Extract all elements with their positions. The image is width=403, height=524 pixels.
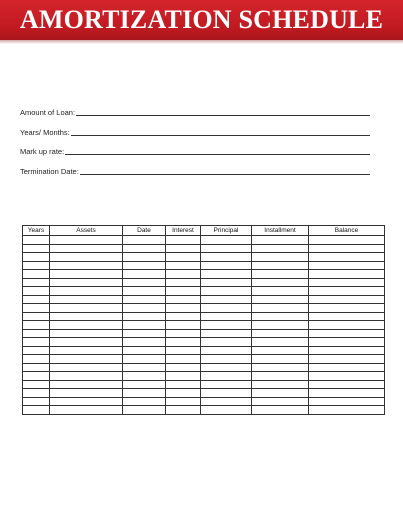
table-cell-interest[interactable]: [166, 372, 201, 381]
table-cell-assets[interactable]: [50, 261, 123, 270]
table-cell-years[interactable]: [23, 397, 50, 406]
table-cell-date[interactable]: [123, 295, 166, 304]
table-cell-years[interactable]: [23, 329, 50, 338]
table-cell-interest[interactable]: [166, 236, 201, 245]
table-row: [23, 372, 385, 381]
termination-date-label: Termination Date:: [20, 166, 79, 176]
table-cell-assets[interactable]: [50, 270, 123, 279]
column-header-interest: Interest: [166, 226, 201, 236]
table-cell-interest[interactable]: [166, 295, 201, 304]
table-cell-assets[interactable]: [50, 287, 123, 296]
table-cell-date[interactable]: [123, 278, 166, 287]
table-cell-installment[interactable]: [252, 244, 309, 253]
table-cell-installment[interactable]: [252, 270, 309, 279]
table-cell-assets[interactable]: [50, 363, 123, 372]
table-cell-date[interactable]: [123, 338, 166, 347]
loan-amount-field[interactable]: [20, 105, 370, 117]
table-cell-years[interactable]: [23, 321, 50, 330]
table-cell-installment[interactable]: [252, 397, 309, 406]
table-cell-interest[interactable]: [166, 244, 201, 253]
table-cell-principal[interactable]: [201, 312, 252, 321]
table-row: [23, 236, 385, 245]
table-cell-interest[interactable]: [166, 312, 201, 321]
table-cell-principal[interactable]: [201, 304, 252, 313]
table-cell-principal[interactable]: [201, 278, 252, 287]
table-cell-date[interactable]: [123, 397, 166, 406]
table-cell-interest[interactable]: [166, 355, 201, 364]
years-months-label: Years/ Months:: [20, 127, 70, 137]
table-cell-date[interactable]: [123, 329, 166, 338]
table-cell-principal[interactable]: [201, 406, 252, 415]
table-cell-balance[interactable]: [309, 329, 385, 338]
table-cell-balance[interactable]: [309, 287, 385, 296]
table-row: [23, 295, 385, 304]
table-cell-balance[interactable]: [309, 253, 385, 262]
markup-rate-blank-line[interactable]: [65, 146, 370, 155]
table-row: [23, 397, 385, 406]
table-row: [23, 244, 385, 253]
table-cell-installment[interactable]: [252, 304, 309, 313]
table-cell-principal[interactable]: [201, 270, 252, 279]
table-cell-principal[interactable]: [201, 389, 252, 398]
table-body: [23, 236, 385, 415]
table-row: [23, 270, 385, 279]
table-cell-principal[interactable]: [201, 329, 252, 338]
table-cell-date[interactable]: [123, 372, 166, 381]
table-cell-balance[interactable]: [309, 397, 385, 406]
table-cell-date[interactable]: [123, 363, 166, 372]
table-cell-interest[interactable]: [166, 389, 201, 398]
table-cell-principal[interactable]: [201, 355, 252, 364]
table-row: [23, 329, 385, 338]
table-cell-years[interactable]: [23, 312, 50, 321]
loan-details-form: [20, 105, 370, 183]
table-cell-date[interactable]: [123, 312, 166, 321]
column-header-date: Date: [123, 226, 166, 236]
table-cell-principal[interactable]: [201, 244, 252, 253]
table-cell-principal[interactable]: [201, 380, 252, 389]
table-cell-interest[interactable]: [166, 363, 201, 372]
table-cell-installment[interactable]: [252, 406, 309, 415]
table-cell-balance[interactable]: [309, 261, 385, 270]
table-row: [23, 253, 385, 262]
table-cell-principal[interactable]: [201, 253, 252, 262]
table-cell-installment[interactable]: [252, 380, 309, 389]
table-cell-installment[interactable]: [252, 363, 309, 372]
table-cell-years[interactable]: [23, 236, 50, 245]
table-cell-interest[interactable]: [166, 278, 201, 287]
table-cell-years[interactable]: [23, 253, 50, 262]
table-cell-balance[interactable]: [309, 321, 385, 330]
table-cell-date[interactable]: [123, 261, 166, 270]
table-cell-interest[interactable]: [166, 380, 201, 389]
table-cell-date[interactable]: [123, 244, 166, 253]
table-cell-assets[interactable]: [50, 304, 123, 313]
table-row: [23, 389, 385, 398]
table-cell-years[interactable]: [23, 372, 50, 381]
table-cell-date[interactable]: [123, 389, 166, 398]
table-cell-assets[interactable]: [50, 355, 123, 364]
table-cell-years[interactable]: [23, 270, 50, 279]
table-cell-installment[interactable]: [252, 346, 309, 355]
table-cell-installment[interactable]: [252, 278, 309, 287]
table-cell-balance[interactable]: [309, 338, 385, 347]
table-cell-balance[interactable]: [309, 380, 385, 389]
column-header-assets: Assets: [50, 226, 123, 236]
table-cell-years[interactable]: [23, 278, 50, 287]
table-cell-interest[interactable]: [166, 338, 201, 347]
loan-amount-label: Amount of Loan:: [20, 108, 76, 117]
table-cell-assets[interactable]: [50, 278, 123, 287]
table-row: [23, 380, 385, 389]
markup-rate-label: Mark up rate:: [20, 147, 65, 156]
table-cell-date[interactable]: [123, 287, 166, 296]
table-cell-years[interactable]: [23, 363, 50, 372]
table-cell-interest[interactable]: [166, 304, 201, 313]
table-cell-assets[interactable]: [50, 372, 123, 381]
table-cell-installment[interactable]: [252, 338, 309, 347]
table-cell-assets[interactable]: [50, 406, 123, 415]
table-cell-balance[interactable]: [309, 312, 385, 321]
table-cell-interest[interactable]: [166, 253, 201, 262]
table-header-row: [23, 226, 385, 236]
table-cell-principal[interactable]: [201, 338, 252, 347]
table-cell-years[interactable]: [23, 406, 50, 415]
table-cell-installment[interactable]: [252, 321, 309, 330]
table-cell-years[interactable]: [23, 346, 50, 355]
loan-amount-blank-line[interactable]: [76, 107, 370, 116]
header-band: [0, 0, 403, 40]
table-cell-assets[interactable]: [50, 244, 123, 253]
table-cell-assets[interactable]: [50, 321, 123, 330]
table-cell-balance[interactable]: [309, 304, 385, 313]
table-cell-date[interactable]: [123, 355, 166, 364]
table-cell-installment[interactable]: [252, 355, 309, 364]
table-cell-assets[interactable]: [50, 312, 123, 321]
table-cell-interest[interactable]: [166, 346, 201, 355]
table-row: [23, 304, 385, 313]
table-cell-assets[interactable]: [50, 338, 123, 347]
table-cell-assets[interactable]: [50, 397, 123, 406]
table-cell-principal[interactable]: [201, 287, 252, 296]
table-cell-interest[interactable]: [166, 261, 201, 270]
table-cell-installment[interactable]: [252, 329, 309, 338]
table-cell-principal[interactable]: [201, 397, 252, 406]
table-row: [23, 355, 385, 364]
table-cell-balance[interactable]: [309, 278, 385, 287]
table-cell-years[interactable]: [23, 287, 50, 296]
table-cell-balance[interactable]: [309, 244, 385, 253]
table-cell-years[interactable]: [23, 244, 50, 253]
column-header-balance: Balance: [309, 226, 385, 236]
table-cell-assets[interactable]: [50, 329, 123, 338]
table-row: [23, 363, 385, 372]
table-cell-assets[interactable]: [50, 346, 123, 355]
table-row: [23, 321, 385, 330]
table-cell-date[interactable]: [123, 236, 166, 245]
column-header-years: Years: [23, 226, 50, 236]
table-row: [23, 278, 385, 287]
table-cell-date[interactable]: [123, 321, 166, 330]
table-cell-installment[interactable]: [252, 261, 309, 270]
termination-date-blank-line[interactable]: [80, 166, 370, 175]
table-cell-years[interactable]: [23, 295, 50, 304]
table-cell-interest[interactable]: [166, 321, 201, 330]
table-cell-installment[interactable]: [252, 253, 309, 262]
table-row: [23, 406, 385, 415]
table-cell-date[interactable]: [123, 270, 166, 279]
table-cell-balance[interactable]: [309, 389, 385, 398]
table-cell-date[interactable]: [123, 346, 166, 355]
table-cell-installment[interactable]: [252, 236, 309, 245]
table-cell-date[interactable]: [123, 304, 166, 313]
page-title: AMORTIZATION SCHEDULE: [19, 5, 384, 34]
table-cell-balance[interactable]: [309, 346, 385, 355]
table-cell-years[interactable]: [23, 261, 50, 270]
markup-rate-field[interactable]: [20, 144, 370, 156]
table-cell-assets[interactable]: [50, 389, 123, 398]
column-header-installment: Installment: [252, 226, 309, 236]
table-cell-years[interactable]: [23, 355, 50, 364]
table-row: [23, 338, 385, 347]
table-cell-installment[interactable]: [252, 389, 309, 398]
table-cell-balance[interactable]: [309, 355, 385, 364]
table-cell-interest[interactable]: [166, 406, 201, 415]
table-cell-installment[interactable]: [252, 312, 309, 321]
table-row: [23, 261, 385, 270]
table-cell-installment[interactable]: [252, 372, 309, 381]
table-cell-date[interactable]: [123, 406, 166, 415]
table-row: [23, 346, 385, 355]
table-cell-principal[interactable]: [201, 236, 252, 245]
table-cell-balance[interactable]: [309, 372, 385, 381]
table-cell-balance[interactable]: [309, 236, 385, 245]
table-cell-interest[interactable]: [166, 270, 201, 279]
table-row: [23, 312, 385, 321]
table-cell-balance[interactable]: [309, 406, 385, 415]
table-cell-assets[interactable]: [50, 295, 123, 304]
table-cell-principal[interactable]: [201, 295, 252, 304]
table-cell-principal[interactable]: [201, 372, 252, 381]
table-cell-principal[interactable]: [201, 363, 252, 372]
table-cell-interest[interactable]: [166, 397, 201, 406]
table-cell-balance[interactable]: [309, 295, 385, 304]
table-cell-principal[interactable]: [201, 321, 252, 330]
table-cell-installment[interactable]: [252, 295, 309, 304]
years-months-blank-line[interactable]: [71, 127, 370, 136]
table-cell-years[interactable]: [23, 389, 50, 398]
amortization-table: [22, 225, 385, 415]
table-cell-years[interactable]: [23, 338, 50, 347]
table-cell-years[interactable]: [23, 380, 50, 389]
table-cell-principal[interactable]: [201, 261, 252, 270]
table-cell-date[interactable]: [123, 253, 166, 262]
table-cell-principal[interactable]: [201, 346, 252, 355]
column-header-principal: Principal: [201, 226, 252, 236]
table-cell-assets[interactable]: [50, 380, 123, 389]
table-cell-date[interactable]: [123, 380, 166, 389]
table-cell-balance[interactable]: [309, 270, 385, 279]
table-cell-installment[interactable]: [252, 287, 309, 296]
table-cell-interest[interactable]: [166, 329, 201, 338]
table-cell-assets[interactable]: [50, 236, 123, 245]
table-cell-years[interactable]: [23, 304, 50, 313]
years-months-field[interactable]: [20, 125, 370, 137]
table-row: [23, 287, 385, 296]
termination-date-field[interactable]: [20, 164, 370, 176]
table-cell-assets[interactable]: [50, 253, 123, 262]
table-cell-interest[interactable]: [166, 287, 201, 296]
table-cell-balance[interactable]: [309, 363, 385, 372]
